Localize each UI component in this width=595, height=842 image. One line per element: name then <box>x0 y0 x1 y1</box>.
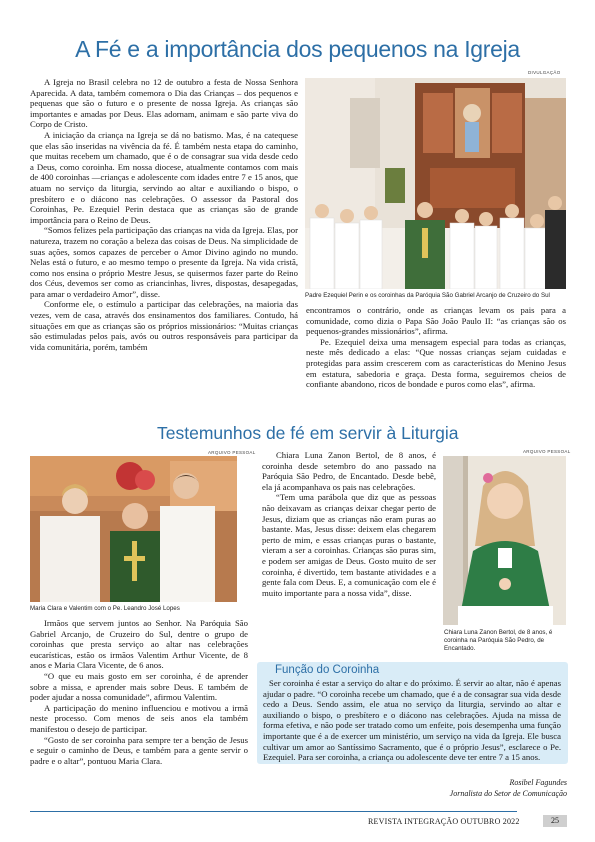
paragraph: A participação do menino influenciou e motivou a irmã neste processo. Com menos de seis anos ela também manifestou o desejo de participar. <box>30 702 248 734</box>
article1-right-column <box>306 305 566 390</box>
paragraph: Irmãos que servem juntos ao Senhor. Na Paróquia São Gabriel Arcanjo, de Cruzeiro do Sul, dentre o grupo de coroinhas que presta serviço ao altar nas celebrações eucarísticas, estão os irmãos Valentim Arthur Vicente, de 8 anos e Maria Clara Vicente, de 6 anos. <box>30 618 248 671</box>
article1-left-column <box>30 77 298 352</box>
box-title: Função do Coroinha <box>275 664 380 676</box>
paragraph: A Igreja no Brasil celebra no 12 de outubro a festa de Nossa Senhora Aparecida. A data, também comemora o Dia das Crianças – dos pequenos e pequenas que são o futuro e o presente de nossa Igreja. As crianças são importantes e amadas por Deus. Elas adornam, animam e são parte viva do Corpo de Cristo. <box>30 77 298 130</box>
photo-chiara <box>443 456 566 625</box>
photo2-caption: Maria Clara e Valentim com o Pe. Leandro José Lopes <box>30 605 180 612</box>
photo3-caption: Chiara Luna Zanon Bertol, de 8 anos, é coroinha na Paróquia São Pedro, de Encantado. <box>444 629 553 652</box>
chiara-image <box>443 456 566 625</box>
photo1-caption: Padre Ezequiel Perin e os coroinhas da Paróquia São Gabriel Arcanjo de Cruzeiro do Sul <box>305 292 550 299</box>
photo1-credit: DIVULGAÇÃO <box>528 70 561 75</box>
article2-middle-column <box>262 450 436 598</box>
page-title: A Fé e a importância dos pequenos na Igreja <box>75 36 520 62</box>
church-altar-image <box>305 78 566 289</box>
paragraph: encontramos o contrário, onde as crianças levam os pais para a comunidade, como dizia o Papa São João Paulo II: “as crianças são os pequenos-grandes missionários”, afirma. <box>306 305 566 337</box>
article2-left-column <box>30 618 248 766</box>
photo2-credit: ARQUIVO PESSOAL <box>208 450 256 455</box>
photo-priest-and-altar-servers <box>305 78 566 289</box>
photo-siblings-with-priest <box>30 456 237 602</box>
paragraph: Conforme ele, o estímulo a participar das celebrações, na maioria das vezes, vem de casa, através dos ensinamentos dos familiares. Contudo, há situações em que as crianças são os próprios missionários: “Muitas crianças são estimuladas pelos pais, avós ou outros responsáveis para participar da vida comunitária, porém, também <box>30 299 298 352</box>
footer-magazine: REVISTA INTEGRAÇÃO OUTUBRO 2022 <box>368 817 520 826</box>
page-number: 25 <box>543 815 567 827</box>
paragraph: “Somos felizes pela participação das crianças na vida da Igreja. Elas, por natureza, trazem no coração a beleza das coisas de Deus. Na simplicidade de suas ações, somos capazes de perceber o Amor Divino agindo no mundo. Nelas está o futuro, e ao mesmo tempo o presente da Igreja. Na vida cristã, como nos ensina o próprio Mestre Jesus, se quisermos fazer parte do Reino dos Céus, devemos ser como as criancinhas, livres, dispostas, desapegadas, para amar o verdadeiro Amor”, disse. <box>30 225 298 299</box>
author-role: Jornalista do Setor de Comunicação <box>449 789 567 798</box>
paragraph: Pe. Ezequiel deixa uma mensagem especial para todas as crianças, neste mês dedicado a elas: “Que nossas crianças sejam cuidadas e protegidas para assim crescerem com as características do Menino Jesus em estatura, sabedoria e graça. Desta forma, seguiremos cheios de confiante abandono, ricos de bondade e puros como elas”, afirma. <box>306 336 566 390</box>
section2-title: Testemunhos de fé em servir à Liturgia <box>157 423 459 443</box>
paragraph: Chiara Luna Zanon Bertol, de 8 anos, é coroinha desde setembro do ano passado na Paróquia São Pedro, de Encantado. Desde bebê, ela já acompanhava os pais nas celebrações. <box>262 450 436 492</box>
photo3-credit: ARQUIVO PESSOAL <box>523 449 571 454</box>
author-name: Rosibel Fagundes <box>509 778 567 787</box>
info-box-funcao-do-coroinha <box>257 662 568 764</box>
paragraph: A iniciação da criança na Igreja se dá no batismo. Mas, é na catequese que elas são inseridas na vivência da fé. É também nesta etapa do caminho, que muitas recebem um chamado, que é o de consagrar sua vida desde cedo a Deus, como coroinha. Em nossa diocese, atualmente contamos com mais de 400 coroinhas —crianças e adolescente com idades entre 7 e 15 anos, que atuam no serviço da liturgia, servindo ao altar e auxiliando o bispo, o presbítero e o diácono nas celebrações. O assessor da Pastoral dos Coroinhas, Pe. Ezequiel Perin destaca que as crianças são de grande importância para o Reino de Deus. <box>30 129 298 225</box>
box-text: Ser coroinha é estar a serviço do altar e do próximo. É servir ao altar, não é apenas ajudar o padre. “O coroinha recebe um chamado, que é a de consagrar sua vida desde cedo a Deus. Sendo assim, ele atua no serviço da liturgia, servindo ao altar e auxiliando o bispo, o presbítero e o diácono nas celebrações. Ajuda na missa de forma efetiva, e não pode ser tratado como um enfeite, pois desempenha uma função importante que é a de exercer um ministério, um serviço na vida da Igreja. Ele busca cultivar um amor ao Santíssimo Sacramento, que é o próprio Jesus”, esclarece o Pe. Ezequiel. Para ser coroinha, a criança ou adolescente deve ter entre 7 a 15 anos. <box>263 678 561 763</box>
paragraph: “O que eu mais gosto em ser coroinha, é de aprender sobre a missa, e aprender mais sobre Deus. E também de poder ajudar a nossa comunidade”, afirmou Valentim. <box>30 670 248 703</box>
paragraph: “Tem uma parábola que diz que as pessoas não deixavam as crianças deixar chegar perto de Jesus, diziam que as crianças não eram puras ao bastante. Mas, Jesus disse: deixem elas chegarem perto de mim, e essas crianças puras o bastante, vieram a ser a coroinhas. Crianças são puras sim, e podem ser amigas de Deus. Gosto muito de ser coroinha, é divertido, tem bastante atividades e a gente fala com Deus. E, a comunicação com ele é muito importante para a nossa vida”, disse. <box>262 492 436 598</box>
siblings-image <box>30 456 237 602</box>
footer-rule <box>30 811 517 812</box>
paragraph: “Gosto de ser coroinha para sempre ter a benção de Jesus e seguir o caminho de Deus, e também para a gente servir o padre e o altar”, pontuou Maria Clara. <box>30 734 248 766</box>
